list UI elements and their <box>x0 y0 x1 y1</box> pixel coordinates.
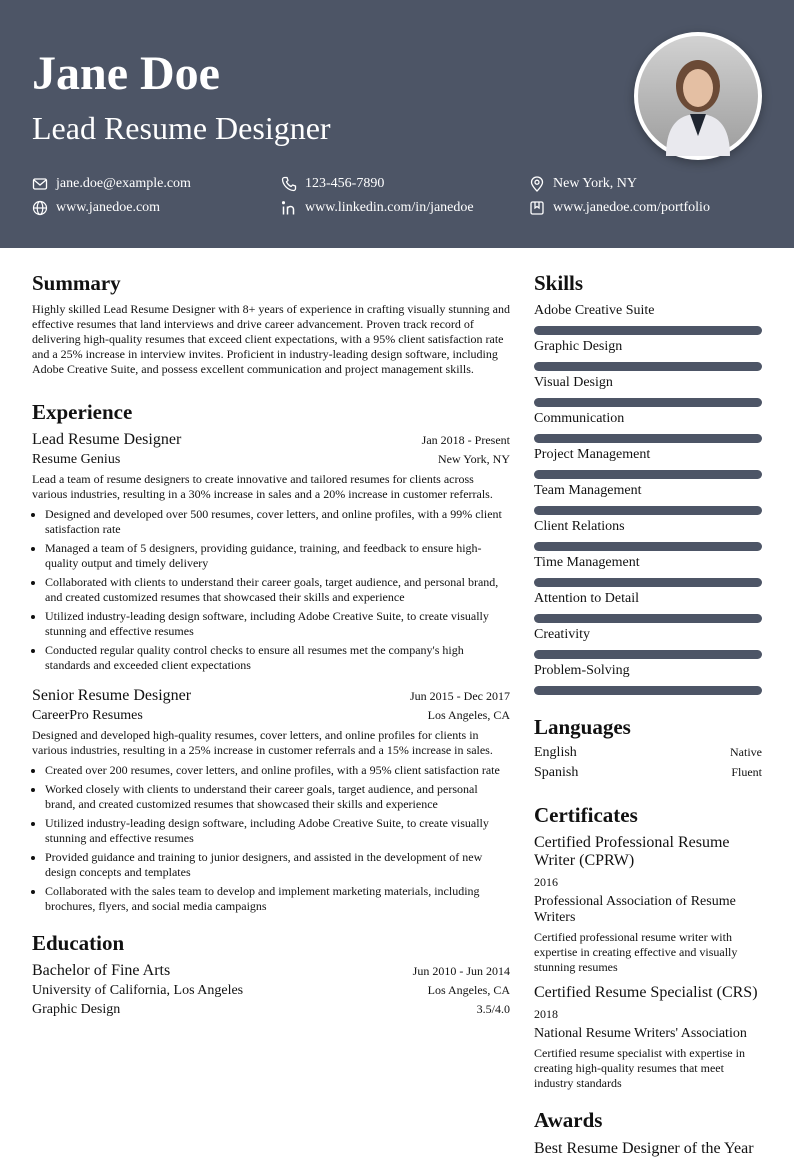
candidate-name: Jane Doe <box>32 47 220 100</box>
certificate-name: Certified Professional Resume Writer (CPRW) <box>534 834 730 869</box>
contact-portfolio[interactable] <box>529 199 710 217</box>
mail-icon <box>32 176 48 192</box>
job-bullet: • Collaborated with clients to understand their career goals, target audience, and personal brand, and created customized resumes that showcased their skills and experience <box>45 575 510 605</box>
language-item <box>534 765 762 785</box>
job-description: Designed and developed high-quality resumes, cover letters, and online profiles for clients in various industries, resulting in a 25% increase in customer referrals and a 15% increase in sales. <box>32 728 493 757</box>
job-entry <box>32 686 510 914</box>
location-icon <box>529 176 545 192</box>
skill-bar <box>534 398 762 407</box>
education-gpa: 3.5/4.0 <box>476 1002 510 1016</box>
skills-title: Skills <box>534 271 584 295</box>
sidebar-column <box>534 270 762 1159</box>
job-bullet: • Worked closely with clients to understand their career goals, target audience, and personal brand, and created customized resumes that showcased their skills and experience <box>45 782 510 812</box>
certificate-item <box>534 834 762 975</box>
contact-phone-text: 123-456-7890 <box>305 176 385 191</box>
skill-label: Project Management <box>534 447 651 462</box>
education-title: Education <box>32 931 125 955</box>
language-name: English <box>534 745 577 760</box>
certificates-section <box>534 802 762 1091</box>
certificate-description: Certified resume specialist with expertise in creating high-quality resumes that meet industry standards <box>534 1046 745 1090</box>
certificate-item <box>534 984 762 1091</box>
skill-item <box>534 302 762 335</box>
skill-item <box>534 590 762 623</box>
skill-label: Client Relations <box>534 519 625 534</box>
main-column <box>32 270 510 1019</box>
skill-bar <box>534 506 762 515</box>
job-bullet: • Designed and developed over 500 resumes, cover letters, and online profiles, with a 99% client satisfaction rate <box>45 507 510 537</box>
skill-bar <box>534 578 762 587</box>
avatar <box>634 32 762 160</box>
job-bullet: • Conducted regular quality control checks to ensure all resumes met the company's high standards and exceeded client expectations <box>45 643 510 673</box>
certificates-title: Certificates <box>534 803 638 827</box>
skill-bar <box>534 650 762 659</box>
phone-icon <box>281 176 297 192</box>
job-company: Resume Genius <box>32 452 121 467</box>
language-level: Native <box>730 745 762 759</box>
certificate-name: Certified Resume Specialist (CRS) <box>534 984 758 1001</box>
skill-bar <box>534 470 762 479</box>
skill-label: Team Management <box>534 483 642 498</box>
certificate-description: Certified professional resume writer with expertise in creating effective and visually stunning resumes <box>534 930 738 974</box>
education-school: University of California, Los Angeles <box>32 983 244 998</box>
awards-title: Awards <box>534 1108 603 1132</box>
skill-item <box>534 338 762 371</box>
globe-icon <box>32 200 48 216</box>
skill-item <box>534 482 762 515</box>
contact-website-text: www.janedoe.com <box>56 200 161 215</box>
skill-bar <box>534 362 762 371</box>
contact-email-text: jane.doe@example.com <box>56 176 191 191</box>
skill-item <box>534 410 762 443</box>
skill-bar <box>534 686 762 695</box>
skill-label: Communication <box>534 411 625 426</box>
skill-item <box>534 518 762 551</box>
language-level: Fluent <box>731 765 762 779</box>
linkedin-icon <box>281 200 297 216</box>
languages-section <box>534 714 762 785</box>
job-bullet: • Provided guidance and training to junior designers, and assisted in the development of new design concepts and templates <box>45 850 510 880</box>
job-location: New York, NY <box>437 452 510 466</box>
skill-label: Attention to Detail <box>534 591 639 606</box>
skills-list <box>534 302 762 695</box>
job-bullet: • Managed a team of 5 designers, providing guidance, training, and feedback to ensure high-quality output and timely delivery <box>45 541 510 571</box>
summary-text: Highly skilled Lead Resume Designer with 8+ years of experience in crafting visually stunning and effective resumes that land interviews and drive career advancement. Proven track record of delivering high-quality resumes that exceed client expectations, with a 95% client satisfaction rate and a 25% increase in interview invites. Proficient in industry-leading design software, including Adobe Creative Suite, and possess excellent communication and project management skills. <box>32 302 510 376</box>
skill-item <box>534 554 762 587</box>
contact-linkedin[interactable] <box>281 199 474 217</box>
certificate-org: Professional Association of Resume Writers <box>534 894 736 925</box>
award-item: Best Resume Designer of the Year <box>534 1140 754 1157</box>
skill-label: Visual Design <box>534 375 613 390</box>
job-bullet: • Utilized industry-leading design software, including Adobe Creative Suite, to create visually stunning and effective resumes <box>45 609 510 639</box>
job-entry <box>32 430 510 673</box>
job-role: Lead Resume Designer <box>32 431 182 448</box>
contact-website[interactable] <box>32 199 160 217</box>
education-degree: Bachelor of Fine Arts <box>32 962 171 979</box>
skill-bar <box>534 434 762 443</box>
education-section <box>32 930 510 1019</box>
contact-location[interactable] <box>529 175 637 193</box>
avatar-photo <box>638 36 758 156</box>
job-location: Los Angeles, CA <box>427 708 510 722</box>
job-bullet: • Utilized industry-leading design software, including Adobe Creative Suite, to create visually stunning and effective resumes <box>45 816 510 846</box>
job-bullets <box>32 507 510 673</box>
skill-bar <box>534 542 762 551</box>
job-bullet: • Collaborated with the sales team to develop and implement marketing materials, including brochures, flyers, and social media campaigns <box>45 884 510 914</box>
job-description: Lead a team of resume designers to create innovative and tailored resumes for clients across various industries, resulting in a 30% increase in sales and a 20% increase in customer referrals. <box>32 472 493 501</box>
job-bullet: • Created over 200 resumes, cover letters, and online profiles, with a 95% client satisfaction rate <box>45 763 510 778</box>
languages-title: Languages <box>534 715 631 739</box>
experience-title: Experience <box>32 400 133 424</box>
education-dates: Jun 2010 - Jun 2014 <box>412 964 510 978</box>
person-silhouette-icon <box>638 36 758 156</box>
contact-phone[interactable] <box>281 175 384 193</box>
language-item <box>534 745 762 765</box>
header-banner <box>0 0 794 248</box>
job-role: Senior Resume Designer <box>32 687 192 704</box>
awards-section <box>534 1107 762 1159</box>
skill-bar <box>534 614 762 623</box>
skills-section <box>534 270 762 695</box>
contact-location-text: New York, NY <box>553 176 638 191</box>
skill-item <box>534 374 762 407</box>
education-location: Los Angeles, CA <box>427 983 510 997</box>
summary-title: Summary <box>32 271 121 295</box>
skill-label: Graphic Design <box>534 339 623 354</box>
contact-email[interactable] <box>32 175 191 193</box>
skill-item <box>534 662 762 695</box>
summary-section <box>32 270 510 377</box>
contact-linkedin-text: www.linkedin.com/in/janedoe <box>305 200 474 215</box>
certificate-year: 2016 <box>534 875 558 889</box>
skill-bar <box>534 326 762 335</box>
contact-portfolio-text: www.janedoe.com/portfolio <box>553 200 710 215</box>
candidate-headline: Lead Resume Designer <box>32 110 331 146</box>
job-dates: Jun 2015 - Dec 2017 <box>410 689 510 703</box>
job-dates: Jan 2018 - Present <box>421 433 510 447</box>
experience-section <box>32 399 510 914</box>
education-field: Graphic Design <box>32 1002 121 1017</box>
job-company: CareerPro Resumes <box>32 708 143 723</box>
skill-label: Adobe Creative Suite <box>534 303 655 318</box>
language-name: Spanish <box>534 765 579 780</box>
skill-item <box>534 446 762 479</box>
certificate-org: National Resume Writers' Association <box>534 1026 747 1041</box>
skill-label: Time Management <box>534 555 640 570</box>
job-bullets <box>32 763 510 914</box>
skill-label: Creativity <box>534 627 590 642</box>
skill-label: Problem-Solving <box>534 663 630 678</box>
certificate-year: 2018 <box>534 1007 558 1021</box>
portfolio-icon <box>529 200 545 216</box>
skill-item <box>534 626 762 659</box>
